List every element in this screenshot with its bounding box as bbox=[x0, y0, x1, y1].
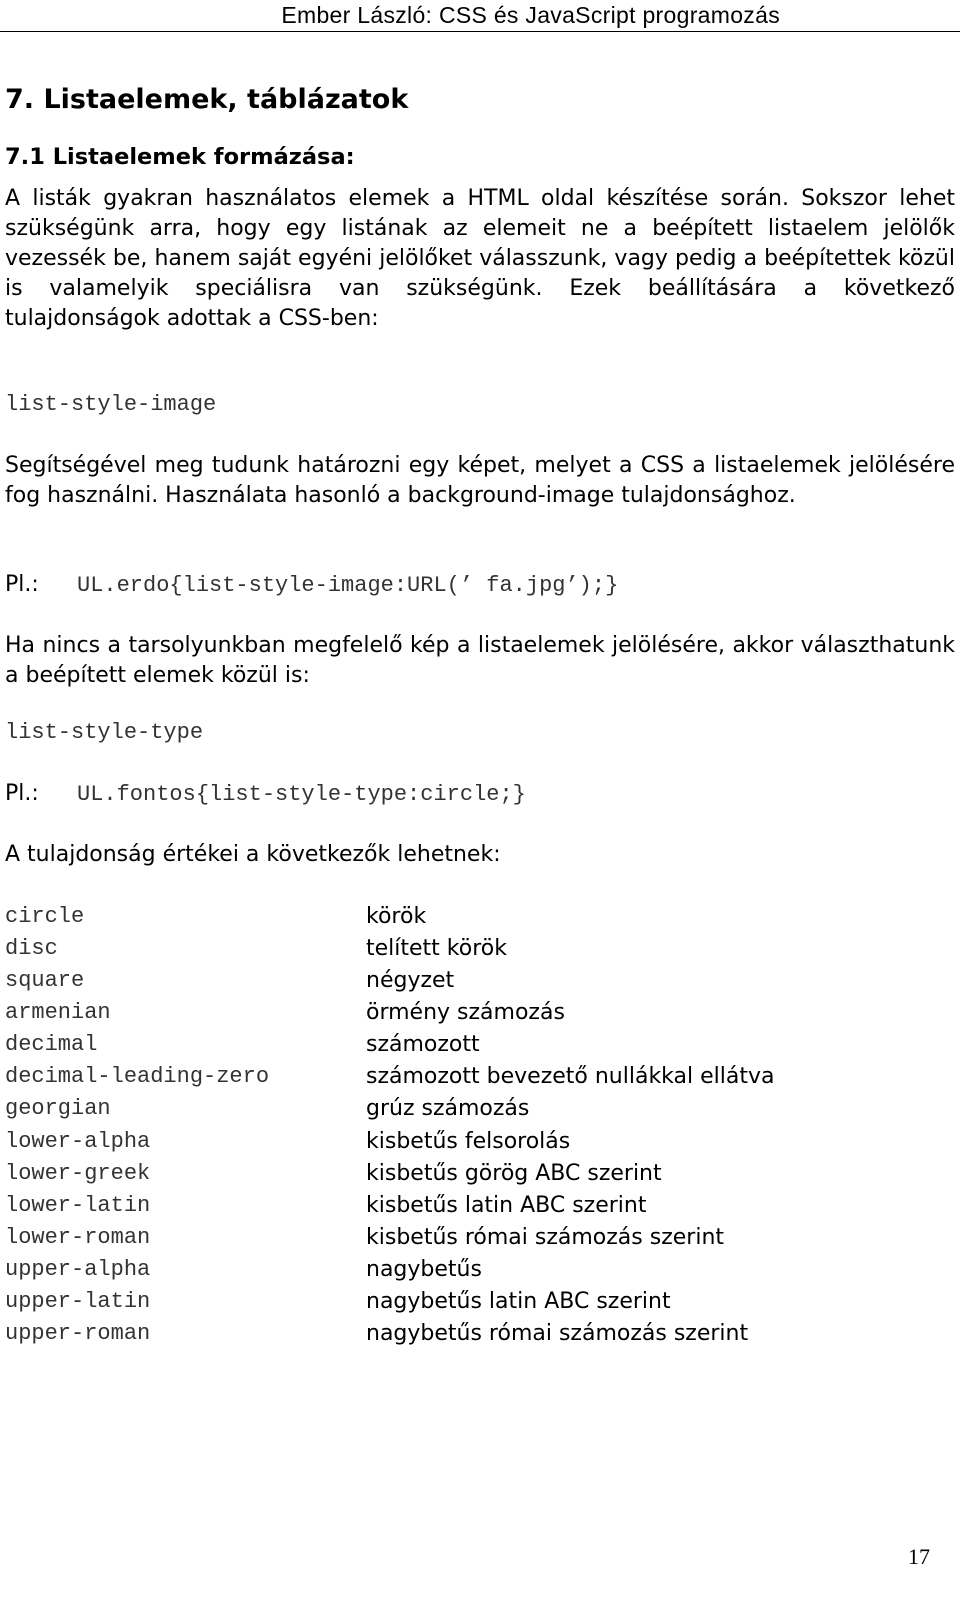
example-label: Pl.: bbox=[5, 781, 39, 806]
value-code: disc bbox=[5, 935, 58, 961]
section-heading: 7.1 Listaelemek formázása: bbox=[5, 144, 355, 170]
value-description: telített körök bbox=[366, 935, 507, 961]
example-label: Pl.: bbox=[5, 572, 39, 597]
table-row bbox=[5, 1221, 955, 1253]
value-description: kisbetűs görög ABC szerint bbox=[366, 1160, 662, 1186]
running-header: Ember László: CSS és JavaScript programozás bbox=[281, 2, 780, 28]
table-row bbox=[5, 1189, 955, 1221]
value-code: lower-roman bbox=[5, 1224, 151, 1250]
example-code-type: UL.fontos{list-style-type:circle;} bbox=[77, 782, 526, 807]
value-description: négyzet bbox=[366, 967, 455, 993]
values-intro-paragraph: A tulajdonság értékei a következők lehetnek: bbox=[5, 842, 501, 867]
header-rule bbox=[0, 31, 960, 32]
property-list-style-type: list-style-type bbox=[5, 720, 204, 745]
value-code: lower-latin bbox=[5, 1192, 151, 1218]
property-list-style-image: list-style-image bbox=[5, 392, 217, 417]
value-code: lower-alpha bbox=[5, 1128, 151, 1154]
table-row bbox=[5, 996, 955, 1028]
table-row bbox=[5, 1254, 955, 1286]
value-description: nagybetűs bbox=[366, 1257, 482, 1283]
table-row bbox=[5, 1125, 955, 1157]
table-row bbox=[5, 964, 955, 996]
table-row bbox=[5, 900, 955, 932]
value-description: kisbetűs felsorolás bbox=[366, 1128, 571, 1154]
value-description: nagybetűs római számozás szerint bbox=[366, 1321, 749, 1347]
value-description: kisbetűs római számozás szerint bbox=[366, 1224, 725, 1250]
value-code: decimal bbox=[5, 1032, 98, 1058]
value-code: upper-latin bbox=[5, 1289, 151, 1315]
value-code: upper-alpha bbox=[5, 1257, 151, 1283]
table-row bbox=[5, 1061, 955, 1093]
value-code: lower-greek bbox=[5, 1160, 151, 1186]
value-table bbox=[5, 900, 955, 1350]
intro-paragraph: A listák gyakran használatos elemek a HTML oldal készítése során. Sokszor lehet szükségünk arra, hogy egy listának az elemeit ne a beépített listaelem jelölők vezessék be, hanem saját egyéni jelölőket válasszunk, vagy pedig a beépítettek közül is valamelyik speciálisra van szükségünk. Ezek beállítására a következő tulajdonságok adottak a CSS-ben: bbox=[5, 186, 955, 331]
value-code: square bbox=[5, 967, 85, 993]
image-example bbox=[5, 572, 618, 598]
table-row bbox=[5, 932, 955, 964]
page-number: 17 bbox=[908, 1544, 930, 1569]
value-code: armenian bbox=[5, 999, 111, 1025]
no-image-paragraph: Ha nincs a tarsolyunkban megfelelő kép a listaelemek jelölésére, akkor választhatunk a beépített elemek közül is: bbox=[5, 633, 955, 688]
table-row bbox=[5, 1157, 955, 1189]
example-code-image: UL.erdo{list-style-image:URL(’ fa.jpg’);} bbox=[77, 573, 619, 598]
value-description: körök bbox=[366, 903, 427, 929]
table-row bbox=[5, 1029, 955, 1061]
value-code: decimal-leading-zero bbox=[5, 1064, 270, 1090]
chapter-heading: 7. Listaelemek, táblázatok bbox=[5, 84, 409, 115]
value-description: nagybetűs latin ABC szerint bbox=[366, 1289, 671, 1315]
value-code: georgian bbox=[5, 1096, 111, 1122]
type-example bbox=[5, 781, 526, 807]
table-row bbox=[5, 1318, 955, 1350]
value-description: kisbetűs latin ABC szerint bbox=[366, 1192, 647, 1218]
value-description: számozott bbox=[366, 1032, 480, 1058]
value-description: számozott bevezető nullákkal ellátva bbox=[366, 1064, 775, 1090]
value-code: upper-roman bbox=[5, 1321, 151, 1347]
value-code: circle bbox=[5, 903, 85, 929]
table-row bbox=[5, 1093, 955, 1125]
image-description-paragraph: Segítségével meg tudunk határozni egy képet, melyet a CSS a listaelemek jelölésére fog használni. Használata hasonló a background-image tulajdonsághoz. bbox=[5, 453, 955, 508]
value-description: grúz számozás bbox=[366, 1096, 530, 1122]
table-row bbox=[5, 1286, 955, 1318]
value-description: örmény számozás bbox=[366, 999, 565, 1025]
